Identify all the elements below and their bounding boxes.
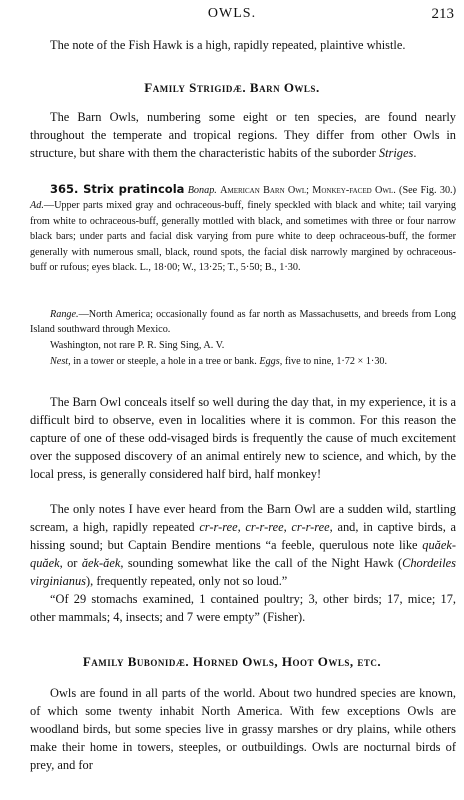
strigidae-intro-paragraph bbox=[30, 108, 456, 162]
range-text: —North America; occasionally found as far north as Massachusetts, and breeds from Long Island southward through Mexico. bbox=[30, 309, 456, 336]
notes-text-c: and, in captive birds, a hissing sound; but Captain Bendire mentions “a feeble, querulous note like bbox=[30, 520, 456, 552]
notes-text-g: sounding somewhat like the call of the Night Hawk ( bbox=[123, 556, 403, 570]
species-authority: Bonap. bbox=[187, 185, 217, 196]
eggs-text: five to nine, 1·72 × 1·30. bbox=[282, 356, 388, 367]
figure-reference: (See Fig. 30.) bbox=[399, 185, 456, 196]
species-common-names: American Barn Owl; Monkey-faced Owl. bbox=[220, 185, 396, 196]
family-strigidae-heading: Family Strigidæ. Barn Owls. bbox=[144, 80, 320, 95]
nest-eggs-paragraph bbox=[30, 354, 456, 369]
suborder-name: Striges bbox=[378, 146, 414, 160]
washington-record: Washington, not rare P. R. Sing Sing, A. V. bbox=[50, 340, 225, 351]
nest-label: Nest, bbox=[50, 356, 71, 367]
call-aek: ăek-ăek, bbox=[81, 556, 124, 570]
stomach-contents-quote: “Of 29 stomachs examined, 1 contained poultry; 3, other birds; 17, mice; 17, other mammals; 4, insects; and 7 were empty” (Fisher). bbox=[30, 592, 456, 624]
species-description: —Upper parts mixed gray and ochraceous-buff, finely speckled with black and white; tail varying from white to ochraceous-buff, generally mottled with black, and sometimes with three or four narrow black bars; under parts and facial disk varying from pure white to deep ochraceous-buff, the former generally with numerous small, black, round spots, the facial disk narrowly margined by ochraceous-buff or rufous; eyes black. L., 18·00; W., 13·25; T., 5·50; B., 1·30. bbox=[30, 200, 456, 274]
narrative-paragraph-1: The Barn Owl conceals itself so well during the day that, in my experience, it is a difficult bird to observe, even in localities where it is common. For this reason the capture of one of these odd-visaged birds is frequently the cause of much excitement over the supposed discovery of an animal entirely new to science, and which, by the local press, is generally considered half bird, half monkey! bbox=[30, 395, 456, 481]
strigidae-intro-text: The Barn Owls, numbering some eight or ten species, are found nearly throughout the temperate and tropical regions. They differ from other Owls in structure, but share with them the characteristic habits of the suborder bbox=[30, 110, 456, 160]
running-head: OWLS. bbox=[207, 6, 257, 21]
strigidae-intro-end: . bbox=[413, 146, 417, 160]
call-quaek: quăek-quăek, bbox=[30, 538, 456, 570]
notes-text-e: or bbox=[62, 556, 82, 570]
bubonidae-intro-paragraph: Owls are found in all parts of the world. About two hundred species are known, of which some twenty inhabit North America. With few exceptions Owls are woodland birds, but some species live in grassy marshes or dry plains, while others make their home in towers, steeples, or outbuildings. Owls are nocturnal birds of prey, and for bbox=[30, 686, 456, 772]
notes-text-i: ), frequently repeated, only not so loud.” bbox=[86, 574, 288, 588]
fish-hawk-note: The note of the Fish Hawk is a high, rapidly repeated, plaintive whistle. bbox=[50, 38, 406, 52]
notes-text-a: The only notes I have ever heard from the Barn Owl are a sudden wild, startling scream, a high, rapidly repeated bbox=[30, 502, 456, 534]
range-paragraph bbox=[30, 307, 456, 338]
page-number: 213 bbox=[431, 6, 454, 22]
eggs-label: Eggs, bbox=[259, 356, 283, 367]
adult-label: Ad. bbox=[30, 200, 44, 212]
species-number-name: 365. Strix pratincola bbox=[50, 182, 185, 196]
narrative-paragraph-2 bbox=[30, 500, 456, 590]
page-header bbox=[0, 6, 464, 26]
call-cr-r-ree: cr-r-ree, cr-r-ree, cr-r-ree, bbox=[199, 520, 333, 534]
range-label: Range. bbox=[50, 309, 79, 320]
night-hawk-scientific-name: Chordeiles virginianus bbox=[30, 556, 456, 588]
family-bubonidae-heading: Family Bubonidæ. Horned Owls, Hoot Owls, etc. bbox=[82, 654, 382, 669]
species-account bbox=[30, 182, 456, 275]
nest-text: in a tower or steeple, a hole in a tree or bank. bbox=[70, 356, 260, 367]
